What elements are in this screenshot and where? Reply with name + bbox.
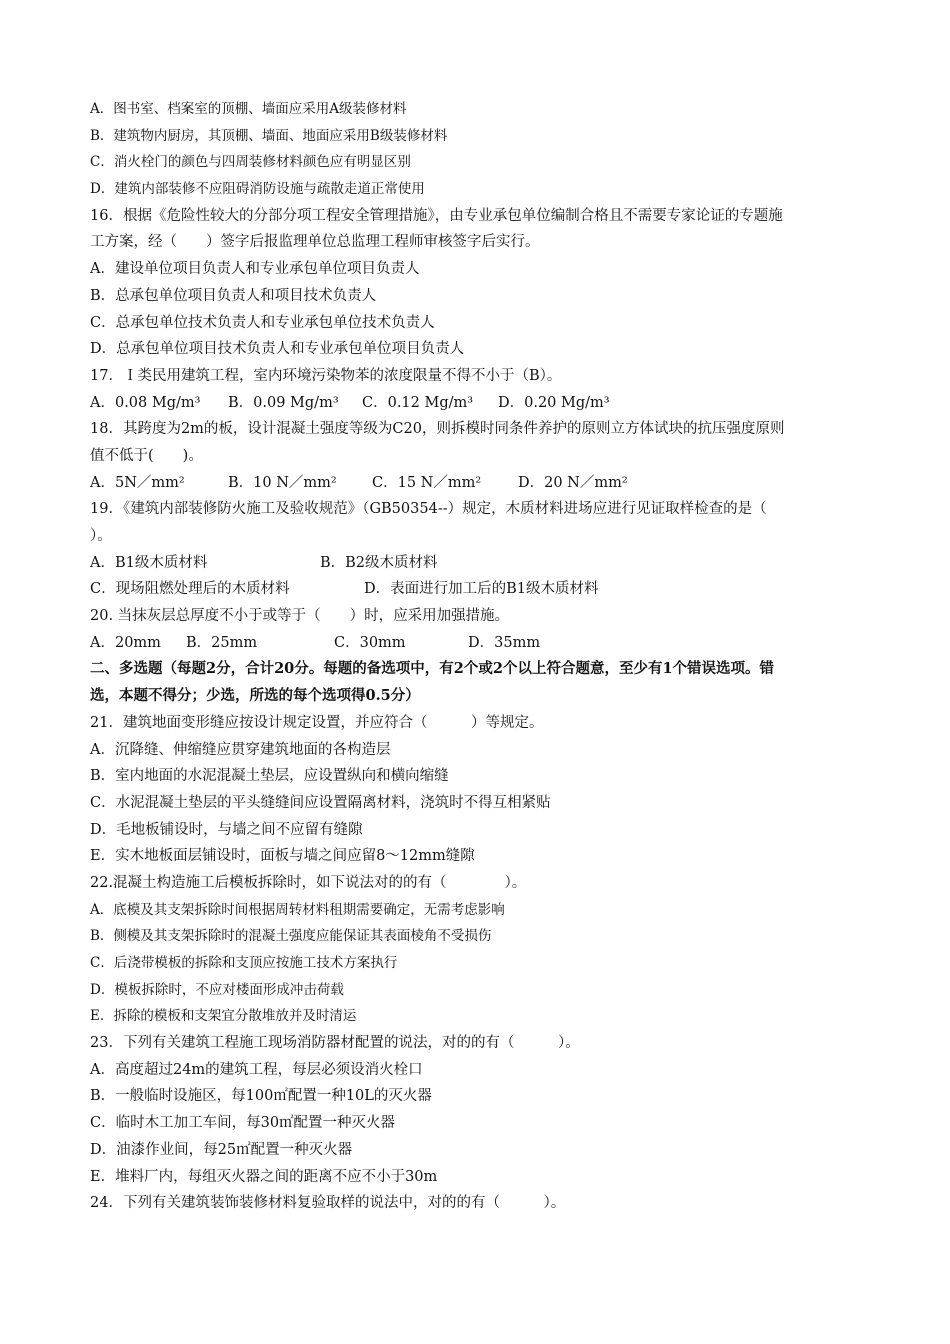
q21-option-a: A．沉降缝、伸缩缝应贯穿建筑地面的各构造层 (90, 741, 391, 758)
q18-stem-line1: 18．其跨度为2m的板，设计混凝土强度等级为C20，则拆模时同条件养护的原则立方体试块的抗压强度原则 (90, 421, 785, 438)
q16-option-b: B．总承包单位项目负责人和项目技术负责人 (90, 287, 377, 304)
q20-option-a: A．20mm (90, 634, 161, 651)
q20-stem: 20. 当抹灰层总厚度不小于或等于（ ）时，应采用加强措施。 (90, 608, 510, 625)
q17-stem: 17．Ｉ类民用建筑工程，室内环境污染物苯的浓度限量不得不小于（B）。 (90, 367, 562, 384)
q17-options (90, 390, 870, 417)
q23-option-b: B．一般临时设施区，每100㎡配置一种10L的灭火器 (90, 1088, 432, 1105)
q17-option-c: C．0.12 Mg/m³ (362, 394, 474, 411)
q16-option-a: A．建设单位项目负责人和专业承包单位项目负责人 (90, 261, 420, 278)
section-heading-line2: 选，本题不得分；少选，所选的每个选项得0.5分） (90, 687, 420, 705)
q23-option-a: A．高度超过24m的建筑工程，每层必须设消火栓口 (90, 1061, 423, 1078)
q19-options-row1 (90, 550, 870, 577)
q17-option-b: B．0.09 Mg/m³ (228, 394, 339, 411)
q22-option-c: C．后浇带模板的拆除和支顶应按施工技术方案执行 (90, 955, 398, 971)
q21-option-b: B．室内地面的水泥混凝土垫层，应设置纵向和横向缩缝 (90, 768, 449, 785)
q20-option-d: D．35mm (468, 634, 541, 651)
q20-option-b: B．25mm (186, 634, 258, 651)
q15-option-d: D．建筑内部装修不应阻碍消防设施与疏散走道正常使用 (90, 181, 425, 198)
q19-stem-line2: ）。 (90, 528, 112, 544)
q16-stem-line1: 16．根据《危险性较大的分部分项工程安全管理措施》，由专业承包单位编制合格且不需要专家论证的专题施 (90, 207, 783, 224)
q24-stem: 24．下列有关建筑装饰装修材料复验取样的说法中，对的的有（ ）。 (90, 1195, 566, 1212)
q18-options (90, 470, 870, 497)
q18-option-a: A．5N／mm² (90, 474, 185, 491)
q22-stem: 22.混凝土构造施工后模板拆除时，如下说法对的的有（ ）。 (90, 874, 527, 891)
q20-options (90, 630, 870, 657)
q23-stem: 23．下列有关建筑工程施工现场消防器材配置的说法，对的的有（ ）。 (90, 1035, 580, 1052)
q22-option-e: E．拆除的模板和支架宜分散堆放并及时清运 (90, 1008, 357, 1025)
q22-option-b: B．侧模及其支架拆除时的混凝土强度应能保证其表面棱角不受损伤 (90, 928, 492, 945)
section-heading-line1: 二、多选题（每题2分，合计20分。每题的备选项中，有2个或2个以上符合题意，至少有1个错误选项。错 (90, 660, 775, 678)
q15-option-b: B．建筑物内厨房，其顶棚、墙面、地面应采用B级装修材料 (90, 127, 448, 144)
question-text-block (90, 96, 870, 1217)
q18-option-d: D．20 N／mm² (518, 474, 628, 491)
q23-option-e: E．堆料厂内，每组灭火器之间的距离不应不小于30m (90, 1168, 438, 1185)
q20-option-c: C．30mm (334, 634, 406, 651)
q19-option-a: A．B1级木质材料 (90, 554, 208, 571)
q23-option-d: D．油漆作业间，每25㎡配置一种灭火器 (90, 1141, 353, 1158)
q21-option-c: C．水泥混凝土垫层的平头缝缝间应设置隔离材料，浇筑时不得互相紧贴 (90, 794, 551, 811)
q15-option-c: C．消火栓门的颜色与四周装修材料颜色应有明显区别 (90, 154, 411, 171)
q18-option-b: B．10 N／mm² (228, 474, 337, 491)
q21-option-d: D．毛地板铺设时，与墙之间不应留有缝隙 (90, 821, 363, 838)
q19-options-row2 (90, 576, 870, 603)
q19-stem-line1: 19．《建筑内部装修防火施工及验收规范》（GB50354--）规定，木质材料进场应进行见证取样检查的是（ (90, 501, 767, 518)
q16-option-c: C．总承包单位技术负责人和专业承包单位技术负责人 (90, 314, 435, 331)
q18-stem-line2: 值不低于( )。 (90, 447, 203, 464)
q17-option-a: A．0.08 Mg/m³ (90, 394, 201, 411)
q23-option-c: C．临时木工加工车间，每30㎡配置一种灭火器 (90, 1115, 396, 1132)
q16-stem-line2: 工方案，经（ ）签字后报监理单位总监理工程师审核签字后实行。 (90, 234, 540, 251)
q15-option-a: A．图书室、档案室的顶棚、墙面应采用A级装修材料 (90, 101, 407, 117)
q21-option-e: E．实木地板面层铺设时，面板与墙之间应留8～12mm缝隙 (90, 848, 475, 865)
q22-option-a: A．底模及其支架拆除时间根据周转材料租期需要确定，无需考虑影响 (90, 901, 505, 918)
q19-option-d: D．表面进行加工后的B1级木质材料 (364, 581, 599, 598)
q19-option-c: C．现场阻燃处理后的木质材料 (90, 581, 290, 598)
q16-option-d: D．总承包单位项目技术负责人和专业承包单位项目负责人 (90, 341, 465, 358)
q21-stem: 21．建筑地面变形缝应按设计规定设置，并应符合（ ）等规定。 (90, 714, 544, 731)
q18-option-c: C．15 N／mm² (372, 474, 482, 491)
q17-option-d: D．0.20 Mg/m³ (498, 394, 610, 411)
q22-option-d: D．模板拆除时，不应对楼面形成冲击荷载 (90, 981, 344, 998)
q19-option-b: B．B2级木质材料 (320, 554, 438, 571)
